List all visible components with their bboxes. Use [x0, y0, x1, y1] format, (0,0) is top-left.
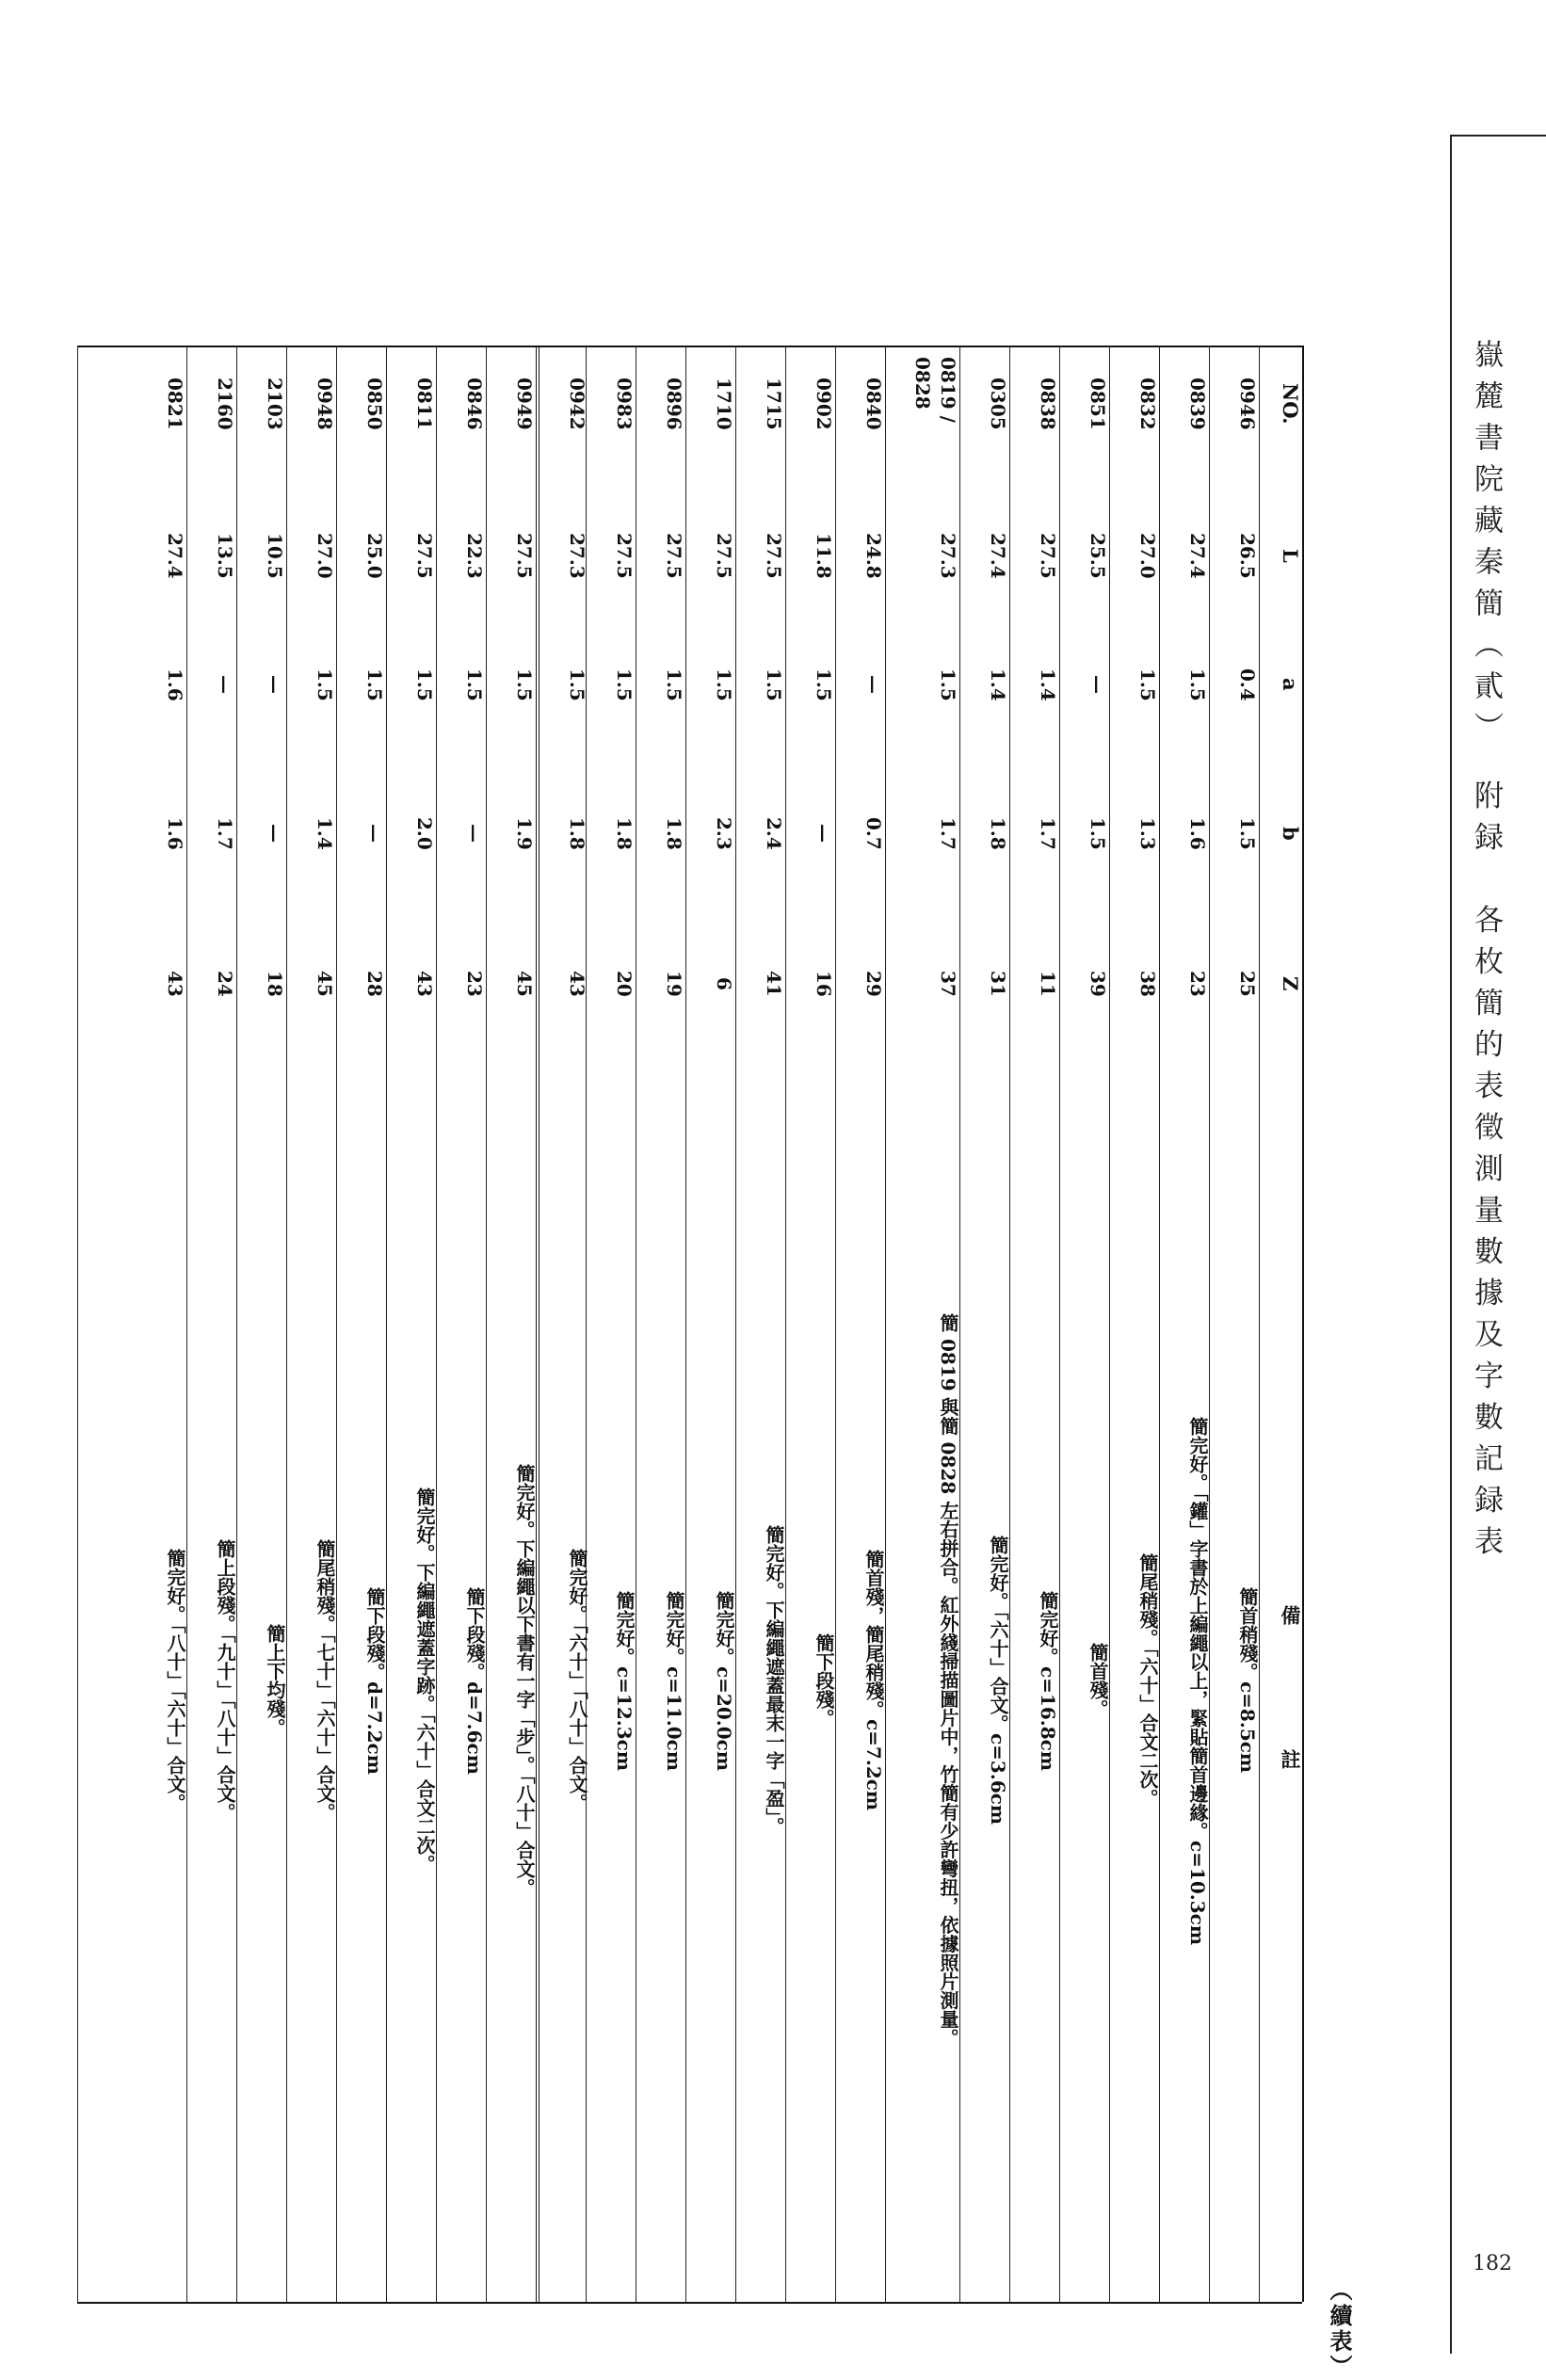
cell-L: 27.3 [937, 532, 959, 579]
cell-b: 1.7 [937, 816, 959, 850]
cell-no: 0821 [164, 378, 186, 430]
cell-L: 27.5 [1037, 532, 1059, 579]
cell-L: 27.0 [314, 532, 336, 579]
cell-no: 2103 [264, 378, 286, 430]
page-number: 182 [1473, 2252, 1512, 2275]
cell-no: 1715 [763, 378, 785, 430]
cell-Z: 45 [314, 971, 336, 997]
cell-a: 1.5 [314, 667, 336, 701]
table-row [286, 346, 337, 2302]
cell-b: 1.7 [1037, 816, 1059, 850]
cell-Z: 11 [1037, 971, 1059, 997]
cell-note: 簡完好。「八十」「六十」合文。 [164, 1549, 186, 1812]
header-no: NO. [1279, 383, 1302, 425]
cell-Z: 28 [363, 971, 386, 997]
table-row [1159, 346, 1210, 2302]
cell-b: 1.8 [613, 816, 636, 850]
cell-b: 2.4 [763, 816, 785, 850]
cell-L: 11.8 [813, 532, 835, 579]
cell-b: — [813, 824, 835, 843]
cell-no: 0840 [862, 378, 885, 430]
table-row [186, 346, 237, 2302]
cell-b: 1.5 [1087, 816, 1109, 850]
cell-note: 簡尾稍殘。「六十」合文二次。 [1136, 1553, 1159, 1808]
cell-L: 27.4 [164, 532, 186, 579]
cell-note: 簡完好。c=16.8cm [1037, 1590, 1059, 1771]
cell-b: 2.3 [713, 816, 735, 850]
cell-no: 0902 [813, 378, 835, 430]
table-row [536, 346, 589, 2302]
cell-a: 1.5 [513, 667, 536, 701]
cell-a: — [1087, 675, 1109, 694]
cell-a: 1.6 [164, 667, 186, 701]
cell-no: 0850 [363, 378, 386, 430]
cell-a: 1.5 [663, 667, 685, 701]
cell-note: 簡首殘。 [1087, 1643, 1109, 1718]
cell-note: 簡首殘，簡尾稍殘。c=7.2cm [862, 1550, 885, 1811]
cell-a: — [264, 675, 286, 694]
cell-no: 0851 [1087, 378, 1109, 430]
cell-note: 簡完好。c=20.0cm [713, 1590, 735, 1771]
cell-Z: 20 [613, 971, 636, 997]
cell-L: 24.8 [862, 532, 885, 579]
cell-no: 0819 / 0828 [911, 357, 959, 423]
cell-no: 0832 [1136, 378, 1159, 430]
table-row [77, 346, 187, 2302]
cell-L: 27.3 [566, 532, 588, 579]
cell-b: — [363, 824, 386, 843]
header-a: a [1279, 678, 1302, 691]
cell-b: — [463, 824, 486, 843]
cell-a: 1.4 [987, 667, 1009, 701]
header-rule-horizontal [1450, 135, 1546, 137]
cell-no: 0948 [314, 378, 336, 430]
cell-Z: 23 [1186, 971, 1209, 997]
table-row [959, 346, 1010, 2302]
cell-b: 0.7 [862, 816, 885, 850]
table-row [336, 346, 387, 2302]
table-row [1009, 346, 1060, 2302]
cell-L: 27.5 [663, 532, 685, 579]
cell-note: 簡完好。c=11.0cm [663, 1590, 685, 1771]
running-header-title: 嶽麓書院藏秦簡（貳） 附録 各枚簡的表徵測量數據及字數記録表 [1469, 339, 1503, 1568]
measurement-table [77, 346, 1302, 2302]
cell-note: 簡下段殘。d=7.6cm [463, 1586, 486, 1775]
cell-L: 27.5 [613, 532, 636, 579]
cell-b: 1.5 [1236, 816, 1259, 850]
cell-note: 簡上段殘。「九十」「八十」合文。 [214, 1539, 236, 1822]
table-header-row [1259, 346, 1303, 2302]
cell-L: 27.5 [513, 532, 536, 579]
cell-no: 2160 [214, 378, 236, 430]
table-row [1059, 346, 1110, 2302]
cell-note: 簡完好。c=12.3cm [613, 1590, 636, 1771]
cell-Z: 6 [713, 977, 735, 990]
cell-note: 簡完好。下編繩以下書有一字「步」。「八十」合文。 [513, 1464, 536, 1897]
cell-a: 1.5 [1186, 667, 1209, 701]
table-row [685, 346, 736, 2302]
table-row [636, 346, 686, 2302]
cell-a: 1.5 [713, 667, 735, 701]
table-row [486, 346, 537, 2302]
cell-a: — [214, 675, 236, 694]
cell-note: 簡上下均殘。 [264, 1624, 286, 1737]
header-L: L [1279, 548, 1302, 563]
table-row-merged [885, 346, 960, 2302]
cell-note: 簡尾稍殘。「七十」「六十」合文。 [314, 1539, 336, 1822]
cell-a: 1.5 [566, 667, 588, 701]
cell-Z: 41 [763, 971, 785, 997]
cell-note: 簡完好。下編繩遮蓋字跡。「六十」合文二次。 [413, 1488, 436, 1873]
cell-Z: 29 [862, 971, 885, 997]
continued-label: （續表） [1326, 2278, 1353, 2380]
cell-Z: 43 [164, 971, 186, 997]
cell-L: 27.5 [763, 532, 785, 579]
cell-no: 0838 [1037, 378, 1059, 430]
cell-b: 1.8 [566, 816, 588, 850]
table-row [785, 346, 836, 2302]
cell-b: 1.8 [987, 816, 1009, 850]
cell-no: 0942 [566, 378, 588, 430]
cell-Z: 19 [663, 971, 685, 997]
cell-no: 1710 [713, 378, 735, 430]
cell-note: 簡首稍殘。c=8.5cm [1236, 1587, 1259, 1774]
cell-no: 0983 [613, 378, 636, 430]
cell-b: 1.6 [164, 816, 186, 850]
table-row [586, 346, 636, 2302]
cell-L: 25.5 [1087, 532, 1109, 579]
header-rule-vertical [1450, 135, 1452, 2354]
cell-no: 0305 [987, 378, 1009, 430]
table-row [436, 346, 487, 2302]
cell-Z: 43 [566, 971, 588, 997]
cell-Z: 38 [1136, 971, 1159, 997]
cell-Z: 43 [413, 971, 436, 997]
cell-Z: 25 [1236, 971, 1259, 997]
cell-a: 1.5 [413, 667, 436, 701]
cell-L: 13.5 [214, 532, 236, 579]
cell-Z: 37 [937, 971, 959, 997]
cell-a: 1.5 [813, 667, 835, 701]
table-row [236, 346, 287, 2302]
cell-Z: 16 [813, 971, 835, 997]
cell-L: 27.0 [1136, 532, 1159, 579]
cell-no: 0839 [1186, 378, 1209, 430]
cell-a: 1.5 [937, 667, 959, 701]
cell-a: 1.5 [763, 667, 785, 701]
cell-b: 1.3 [1136, 816, 1159, 850]
cell-b: — [264, 824, 286, 843]
cell-a: — [862, 675, 885, 694]
table-row [1209, 346, 1260, 2302]
cell-a: 1.4 [1037, 667, 1059, 701]
cell-L: 27.5 [413, 532, 436, 579]
cell-Z: 18 [264, 971, 286, 997]
cell-L: 27.4 [1186, 532, 1209, 579]
cell-note: 簡下段殘。d=7.2cm [363, 1586, 386, 1775]
cell-no: 0896 [663, 378, 685, 430]
cell-L: 22.3 [463, 532, 486, 579]
table-row [1109, 346, 1160, 2302]
cell-a: 1.5 [463, 667, 486, 701]
cell-Z: 24 [214, 971, 236, 997]
cell-no: 0846 [463, 378, 486, 430]
header-Z: Z [1279, 976, 1302, 991]
cell-L: 26.5 [1236, 532, 1259, 579]
cell-note: 簡完好。「六十」合文。c=3.6cm [987, 1536, 1009, 1825]
header-note: 備 註 [1279, 1605, 1302, 1797]
table-row [735, 346, 786, 2302]
cell-b: 1.7 [214, 816, 236, 850]
cell-a: 1.5 [613, 667, 636, 701]
cell-L: 10.5 [264, 532, 286, 579]
cell-b: 1.6 [1186, 816, 1209, 850]
cell-a: 1.5 [363, 667, 386, 701]
cell-L: 27.4 [987, 532, 1009, 579]
cell-no: 0949 [513, 378, 536, 430]
cell-b: 2.0 [413, 816, 436, 850]
cell-Z: 23 [463, 971, 486, 997]
cell-no: 0946 [1236, 378, 1259, 430]
cell-note: 簡下段殘。 [813, 1633, 835, 1728]
header-b: b [1279, 826, 1302, 841]
cell-note: 簡 0819 與簡 0828 左右拼合。紅外綫掃描圖片中，竹簡有少許彎扭，依據照片測量。 [937, 1313, 959, 2048]
table-row [386, 346, 437, 2302]
cell-b: 1.8 [663, 816, 685, 850]
cell-b: 1.4 [314, 816, 336, 850]
cell-Z: 39 [1087, 971, 1109, 997]
cell-note: 簡完好。下編繩遮蓋最末一字「盈」。 [763, 1525, 785, 1836]
cell-a: 0.4 [1236, 667, 1259, 701]
cell-note: 簡完好。「鑵」字書於上編繩以上，緊貼簡首邊緣。c=10.3cm [1186, 1416, 1209, 1945]
cell-Z: 45 [513, 971, 536, 997]
cell-Z: 31 [987, 971, 1009, 997]
cell-no: 0811 [413, 378, 436, 430]
table-border-bottom [77, 2302, 1302, 2304]
table-row [835, 346, 886, 2302]
cell-a: 1.5 [1136, 667, 1159, 701]
cell-note: 簡完好。「六十」「八十」合文。 [566, 1549, 588, 1812]
cell-L: 25.0 [363, 532, 386, 579]
cell-L: 27.5 [713, 532, 735, 579]
cell-b: 1.9 [513, 816, 536, 850]
